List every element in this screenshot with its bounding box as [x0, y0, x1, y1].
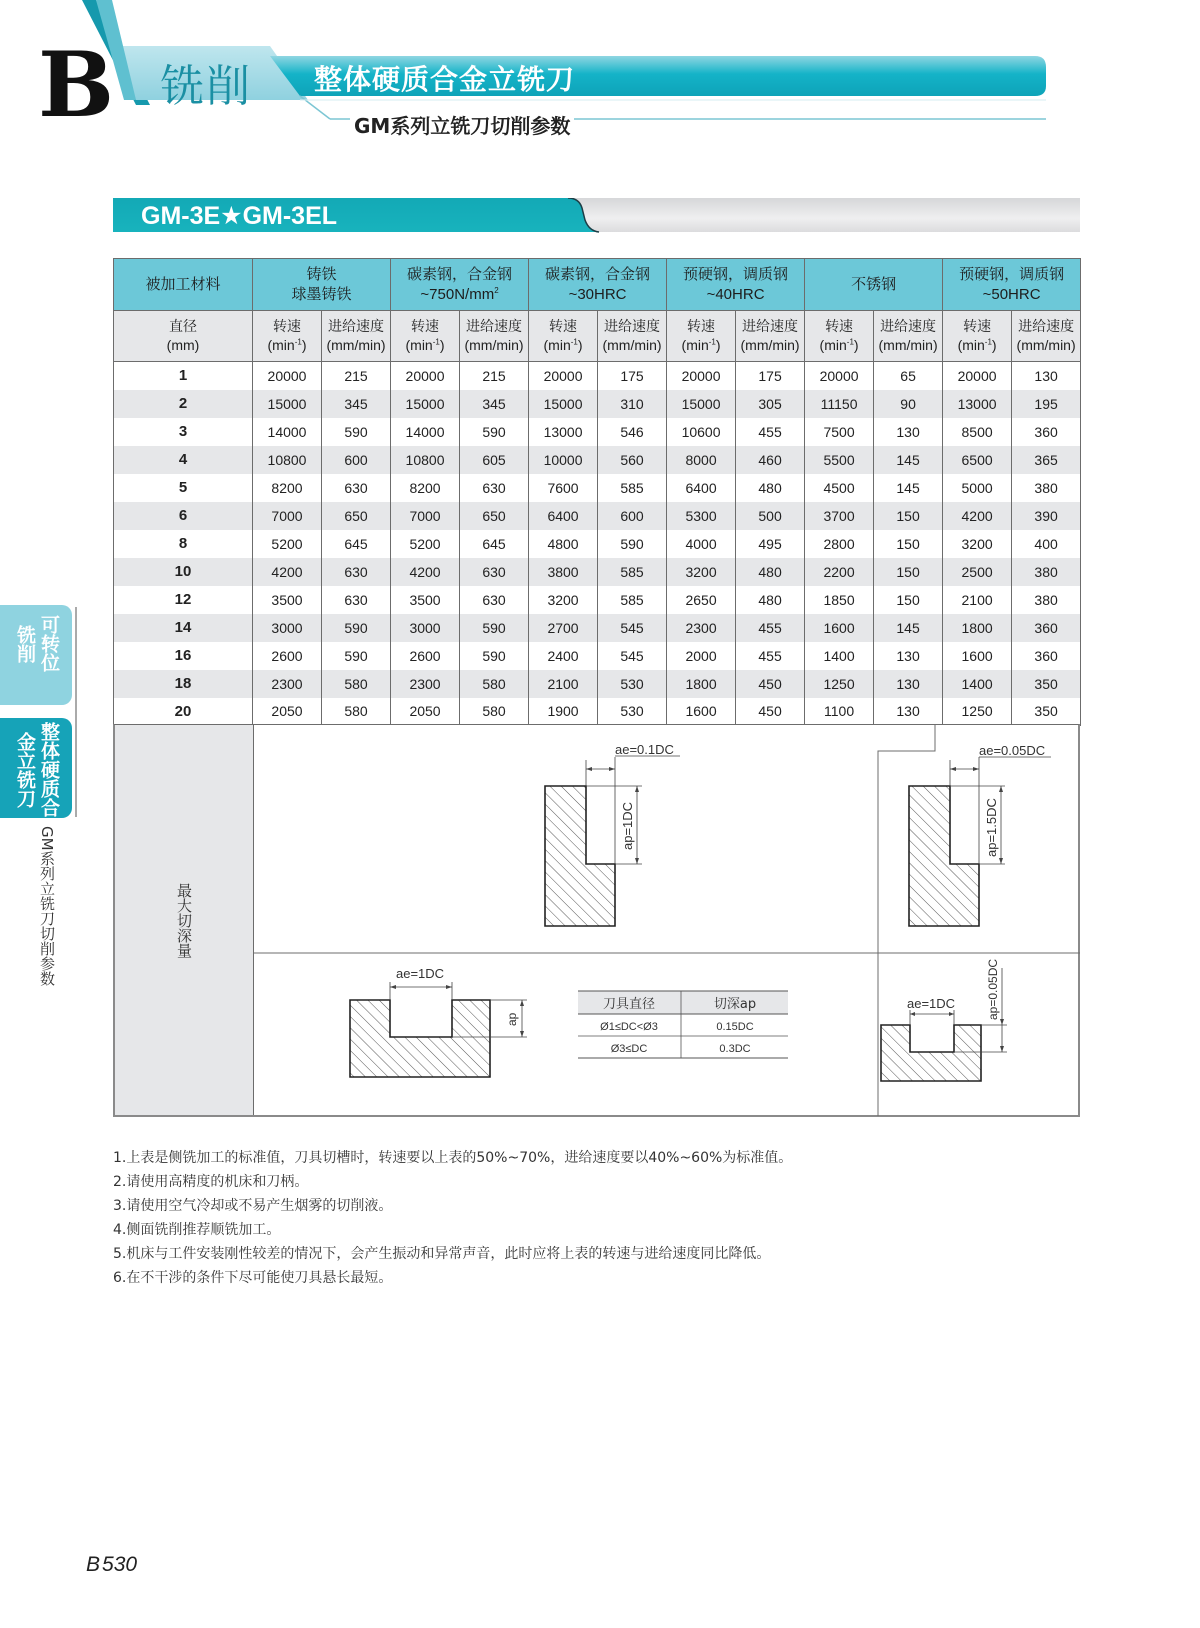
speed-cell: 2700: [529, 614, 598, 642]
speed-cell: 1400: [805, 642, 874, 670]
feed-cell: 605: [460, 446, 529, 474]
diameter-cell: 6: [114, 502, 253, 530]
speed-cell: 7000: [253, 502, 322, 530]
speed-cell: 8500: [943, 418, 1012, 446]
feed-header: 进给速度 (mm/min): [598, 311, 667, 362]
unit-header-row: [114, 311, 1081, 362]
diameter-cell: 12: [114, 586, 253, 614]
feed-cell: 145: [874, 474, 943, 502]
feed-cell: 390: [1012, 502, 1081, 530]
speed-cell: 15000: [253, 390, 322, 418]
max-cut-depth-section: [113, 724, 1080, 1117]
note-item: 6.在不干涉的条件下尽可能使刀具悬长最短。: [113, 1270, 393, 1286]
speed-cell: 2100: [529, 670, 598, 698]
feed-cell: 600: [598, 502, 667, 530]
diameter-cell: 16: [114, 642, 253, 670]
series-banner: [113, 198, 1080, 234]
speed-header: 转速 $(\min^{-1})$: [391, 311, 460, 362]
side-tab-text: 可转位: [38, 615, 60, 672]
speed-cell: 13000: [943, 390, 1012, 418]
feed-cell: 480: [736, 586, 805, 614]
speed-cell: 2000: [667, 642, 736, 670]
feed-cell: 580: [322, 670, 391, 698]
category-title: 铣削: [160, 61, 252, 112]
speed-cell: 4500: [805, 474, 874, 502]
feed-cell: 495: [736, 530, 805, 558]
svg-text:ap: ap: [505, 1012, 519, 1026]
side-tab-text: 整体硬质合: [38, 722, 60, 817]
speed-cell: 3200: [529, 586, 598, 614]
speed-cell: 7000: [391, 502, 460, 530]
feed-cell: 630: [322, 586, 391, 614]
feed-cell: 130: [874, 418, 943, 446]
diameter-cell: 14: [114, 614, 253, 642]
feed-cell: 305: [736, 390, 805, 418]
feed-header: 进给速度 (mm/min): [1012, 311, 1081, 362]
notes-list: [113, 1146, 792, 1290]
feed-cell: 380: [1012, 474, 1081, 502]
speed-cell: 11150: [805, 390, 874, 418]
feed-cell: 450: [736, 670, 805, 698]
speed-cell: 2300: [667, 614, 736, 642]
speed-cell: 1850: [805, 586, 874, 614]
speed-cell: 3500: [253, 586, 322, 614]
speed-cell: 4800: [529, 530, 598, 558]
diameter-header: 直径 (mm): [114, 311, 253, 362]
table-row: [114, 362, 1081, 390]
table-row: [114, 390, 1081, 418]
speed-cell: 4000: [667, 530, 736, 558]
speed-header: 转速 $(\min^{-1})$: [529, 311, 598, 362]
feed-cell: 480: [736, 558, 805, 586]
feed-cell: 590: [322, 642, 391, 670]
svg-text:Ø1≤DC<Ø3: Ø1≤DC<Ø3: [600, 1021, 658, 1033]
speed-cell: 5200: [253, 530, 322, 558]
feed-cell: 365: [1012, 446, 1081, 474]
page-header: [0, 0, 1200, 150]
feed-cell: 455: [736, 418, 805, 446]
feed-cell: 215: [460, 362, 529, 390]
speed-cell: 5200: [391, 530, 460, 558]
material-label: 被加工材料: [114, 259, 253, 311]
diameter-cell: 8: [114, 530, 253, 558]
speed-cell: 3000: [391, 614, 460, 642]
side-tab-solid-carbide-endmill[interactable]: [0, 718, 72, 818]
table-row: [114, 530, 1081, 558]
feed-cell: 580: [460, 698, 529, 726]
feed-cell: 590: [322, 614, 391, 642]
feed-cell: 310: [598, 390, 667, 418]
feed-cell: 380: [1012, 558, 1081, 586]
speed-cell: 10800: [391, 446, 460, 474]
feed-cell: 150: [874, 586, 943, 614]
feed-cell: 530: [598, 670, 667, 698]
side-tab-indexable-milling[interactable]: [0, 605, 72, 705]
feed-cell: 585: [598, 558, 667, 586]
feed-cell: 65: [874, 362, 943, 390]
feed-cell: 590: [322, 418, 391, 446]
speed-cell: 14000: [253, 418, 322, 446]
diameter-cell: 18: [114, 670, 253, 698]
feed-cell: 600: [322, 446, 391, 474]
feed-cell: 215: [322, 362, 391, 390]
feed-cell: 455: [736, 642, 805, 670]
speed-cell: 2050: [391, 698, 460, 726]
speed-cell: 5300: [667, 502, 736, 530]
table-row: [114, 446, 1081, 474]
speed-cell: 5000: [943, 474, 1012, 502]
feed-cell: 455: [736, 614, 805, 642]
speed-cell: 3200: [943, 530, 1012, 558]
material-carbon-steel-750: 碳素钢，合金钢 $\sim 750N/mm^2$: [391, 259, 529, 311]
speed-cell: 4200: [943, 502, 1012, 530]
feed-cell: 645: [322, 530, 391, 558]
speed-cell: 2200: [805, 558, 874, 586]
feed-cell: 650: [460, 502, 529, 530]
table-row: [114, 642, 1081, 670]
cutting-parameters-table: [113, 258, 1081, 726]
speed-cell: 10800: [253, 446, 322, 474]
note-item: 1.上表是侧铣加工的标准值，刀具切槽时，转速要以上表的50%~70%，进给速度要以40%~60%为标准值。: [113, 1150, 793, 1166]
speed-cell: 8000: [667, 446, 736, 474]
feed-cell: 530: [598, 698, 667, 726]
feed-cell: 130: [874, 642, 943, 670]
feed-cell: 630: [322, 474, 391, 502]
speed-cell: 7500: [805, 418, 874, 446]
table-row: [114, 558, 1081, 586]
svg-text:ap=1DC: ap=1DC: [620, 801, 635, 850]
note-item: 3.请使用空气冷却或不易产生烟雾的切削液。: [113, 1198, 393, 1214]
feed-cell: 650: [322, 502, 391, 530]
feed-cell: 400: [1012, 530, 1081, 558]
speed-cell: 3000: [253, 614, 322, 642]
speed-cell: 10000: [529, 446, 598, 474]
side-milling-diagram-2: [909, 743, 1051, 926]
feed-cell: 545: [598, 642, 667, 670]
speed-cell: 20000: [943, 362, 1012, 390]
speed-cell: 2650: [667, 586, 736, 614]
speed-cell: 2300: [253, 670, 322, 698]
speed-cell: 15000: [391, 390, 460, 418]
speed-cell: 13000: [529, 418, 598, 446]
feed-cell: 360: [1012, 614, 1081, 642]
speed-cell: 20000: [667, 362, 736, 390]
feed-cell: 585: [598, 474, 667, 502]
speed-header: 转速 $(\min^{-1})$: [943, 311, 1012, 362]
svg-text:ap=1.5DC: ap=1.5DC: [984, 798, 999, 857]
feed-cell: 590: [460, 418, 529, 446]
side-divider: [75, 607, 77, 817]
speed-cell: 1100: [805, 698, 874, 726]
speed-cell: 2100: [943, 586, 1012, 614]
speed-cell: 3200: [667, 558, 736, 586]
feed-cell: 150: [874, 502, 943, 530]
feed-cell: 645: [460, 530, 529, 558]
series-name: GM-3E★GM-3EL: [141, 202, 338, 230]
diameter-cell: 2: [114, 390, 253, 418]
speed-cell: 1600: [943, 642, 1012, 670]
speed-cell: 8200: [391, 474, 460, 502]
speed-cell: 1900: [529, 698, 598, 726]
speed-cell: 15000: [667, 390, 736, 418]
speed-cell: 2500: [943, 558, 1012, 586]
feed-cell: 546: [598, 418, 667, 446]
speed-cell: 1600: [805, 614, 874, 642]
feed-cell: 585: [598, 586, 667, 614]
speed-cell: 14000: [391, 418, 460, 446]
feed-cell: 630: [460, 474, 529, 502]
table-row: [114, 614, 1081, 642]
note-item: 5.机床与工件安装刚性较差的情况下，会产生振动和异常声音，此时应将上表的转速与进给速度同比降低。: [113, 1246, 771, 1262]
material-prehardened-40hrc: 预硬钢，调质钢 ~40HRC: [667, 259, 805, 311]
speed-cell: 6500: [943, 446, 1012, 474]
feed-cell: 460: [736, 446, 805, 474]
speed-cell: 2600: [253, 642, 322, 670]
speed-header: 转速 $(\min^{-1})$: [667, 311, 736, 362]
speed-cell: 2800: [805, 530, 874, 558]
svg-text:Ø3≤DC: Ø3≤DC: [610, 1043, 648, 1055]
speed-cell: 5500: [805, 446, 874, 474]
speed-cell: 7600: [529, 474, 598, 502]
table-row: [114, 670, 1081, 698]
speed-cell: 3800: [529, 558, 598, 586]
diameter-cell: 10: [114, 558, 253, 586]
table-row: [114, 698, 1081, 726]
feed-cell: 130: [874, 670, 943, 698]
slot-milling-diagram-1: [350, 966, 527, 1077]
feed-cell: 580: [322, 698, 391, 726]
diameter-cell: 20: [114, 698, 253, 726]
feed-cell: 130: [1012, 362, 1081, 390]
slot-depth-table: [578, 991, 788, 1058]
speed-header: 转速 $(\min^{-1})$: [253, 311, 322, 362]
speed-header: 转速 $(\min^{-1})$: [805, 311, 874, 362]
feed-cell: 480: [736, 474, 805, 502]
feed-header: 进给速度 (mm/min): [874, 311, 943, 362]
speed-cell: 10600: [667, 418, 736, 446]
speed-cell: 20000: [529, 362, 598, 390]
feed-cell: 450: [736, 698, 805, 726]
speed-cell: 1600: [667, 698, 736, 726]
feed-cell: 630: [322, 558, 391, 586]
material-carbon-steel-30hrc: 碳素钢，合金钢 ~30HRC: [529, 259, 667, 311]
table-row: [114, 418, 1081, 446]
speed-cell: 2400: [529, 642, 598, 670]
cut-depth-diagrams: [115, 725, 1080, 1116]
feed-cell: 590: [460, 614, 529, 642]
material-header-row: [114, 259, 1081, 311]
speed-cell: 8200: [253, 474, 322, 502]
feed-cell: 175: [736, 362, 805, 390]
feed-cell: 590: [598, 530, 667, 558]
svg-text:ae=1DC: ae=1DC: [907, 996, 956, 1011]
diameter-cell: 3: [114, 418, 253, 446]
diameter-cell: 5: [114, 474, 253, 502]
material-prehardened-50hrc: 预硬钢，调质钢 ~50HRC: [943, 259, 1081, 311]
speed-cell: 6400: [667, 474, 736, 502]
max-cut-depth-label: 最大切深量: [115, 725, 254, 1115]
speed-cell: 1400: [943, 670, 1012, 698]
feed-cell: 360: [1012, 642, 1081, 670]
page-title: 整体硬质合金立铣刀: [314, 63, 576, 96]
feed-cell: 360: [1012, 418, 1081, 446]
material-cast-iron: 铸铁 球墨铸铁: [253, 259, 391, 311]
feed-cell: 145: [874, 614, 943, 642]
feed-cell: 130: [874, 698, 943, 726]
speed-cell: 1250: [805, 670, 874, 698]
note-item: 2.请使用高精度的机床和刀柄。: [113, 1174, 309, 1190]
feed-cell: 350: [1012, 698, 1081, 726]
speed-cell: 3500: [391, 586, 460, 614]
feed-cell: 500: [736, 502, 805, 530]
svg-text:0.15DC: 0.15DC: [716, 1021, 754, 1033]
feed-cell: 345: [322, 390, 391, 418]
speed-cell: 4200: [391, 558, 460, 586]
svg-text:刀具直径: 刀具直径: [602, 997, 656, 1012]
slot-milling-diagram-2: [881, 959, 1007, 1081]
feed-header: 进给速度 (mm/min): [460, 311, 529, 362]
diameter-cell: 1: [114, 362, 253, 390]
table-row: [114, 502, 1081, 530]
feed-cell: 90: [874, 390, 943, 418]
table-row: [114, 474, 1081, 502]
side-tab-text: 铣削: [14, 625, 36, 663]
feed-cell: 150: [874, 530, 943, 558]
speed-cell: 20000: [805, 362, 874, 390]
side-caption: GM系列立铣刀切削参数: [38, 826, 56, 986]
svg-text:0.3DC: 0.3DC: [719, 1043, 751, 1055]
speed-cell: 20000: [253, 362, 322, 390]
feed-cell: 145: [874, 446, 943, 474]
page-number: B530: [86, 1553, 138, 1576]
svg-text:ae=1DC: ae=1DC: [396, 966, 445, 981]
feed-cell: 590: [460, 642, 529, 670]
side-milling-diagram-1: [545, 742, 680, 926]
feed-cell: 350: [1012, 670, 1081, 698]
feed-cell: 560: [598, 446, 667, 474]
svg-text:ap=0.05DC: ap=0.05DC: [986, 958, 1000, 1020]
page-subtitle: GM系列立铣刀切削参数: [350, 110, 574, 139]
feed-cell: 175: [598, 362, 667, 390]
feed-cell: 195: [1012, 390, 1081, 418]
speed-cell: 3700: [805, 502, 874, 530]
side-tab-text: 金立铣刀: [14, 732, 36, 808]
feed-cell: 630: [460, 558, 529, 586]
speed-cell: 4200: [253, 558, 322, 586]
note-item: 4.侧面铣削推荐顺铣加工。: [113, 1222, 281, 1238]
feed-cell: 380: [1012, 586, 1081, 614]
speed-cell: 2050: [253, 698, 322, 726]
feed-cell: 345: [460, 390, 529, 418]
speed-cell: 15000: [529, 390, 598, 418]
table-row: [114, 586, 1081, 614]
diameter-cell: 4: [114, 446, 253, 474]
speed-cell: 1800: [943, 614, 1012, 642]
feed-cell: 545: [598, 614, 667, 642]
feed-cell: 580: [460, 670, 529, 698]
feed-cell: 150: [874, 558, 943, 586]
svg-text:切深ap: 切深ap: [713, 997, 757, 1012]
speed-cell: 1800: [667, 670, 736, 698]
speed-cell: 2600: [391, 642, 460, 670]
feed-header: 进给速度 (mm/min): [322, 311, 391, 362]
speed-cell: 2300: [391, 670, 460, 698]
svg-text:ae=0.1DC: ae=0.1DC: [615, 742, 674, 757]
material-stainless-steel: 不锈钢: [805, 259, 943, 311]
svg-text:ae=0.05DC: ae=0.05DC: [979, 743, 1046, 758]
speed-cell: 20000: [391, 362, 460, 390]
feed-cell: 630: [460, 586, 529, 614]
speed-cell: 6400: [529, 502, 598, 530]
speed-cell: 1250: [943, 698, 1012, 726]
section-letter: B: [38, 32, 115, 138]
feed-header: 进给速度 (mm/min): [736, 311, 805, 362]
